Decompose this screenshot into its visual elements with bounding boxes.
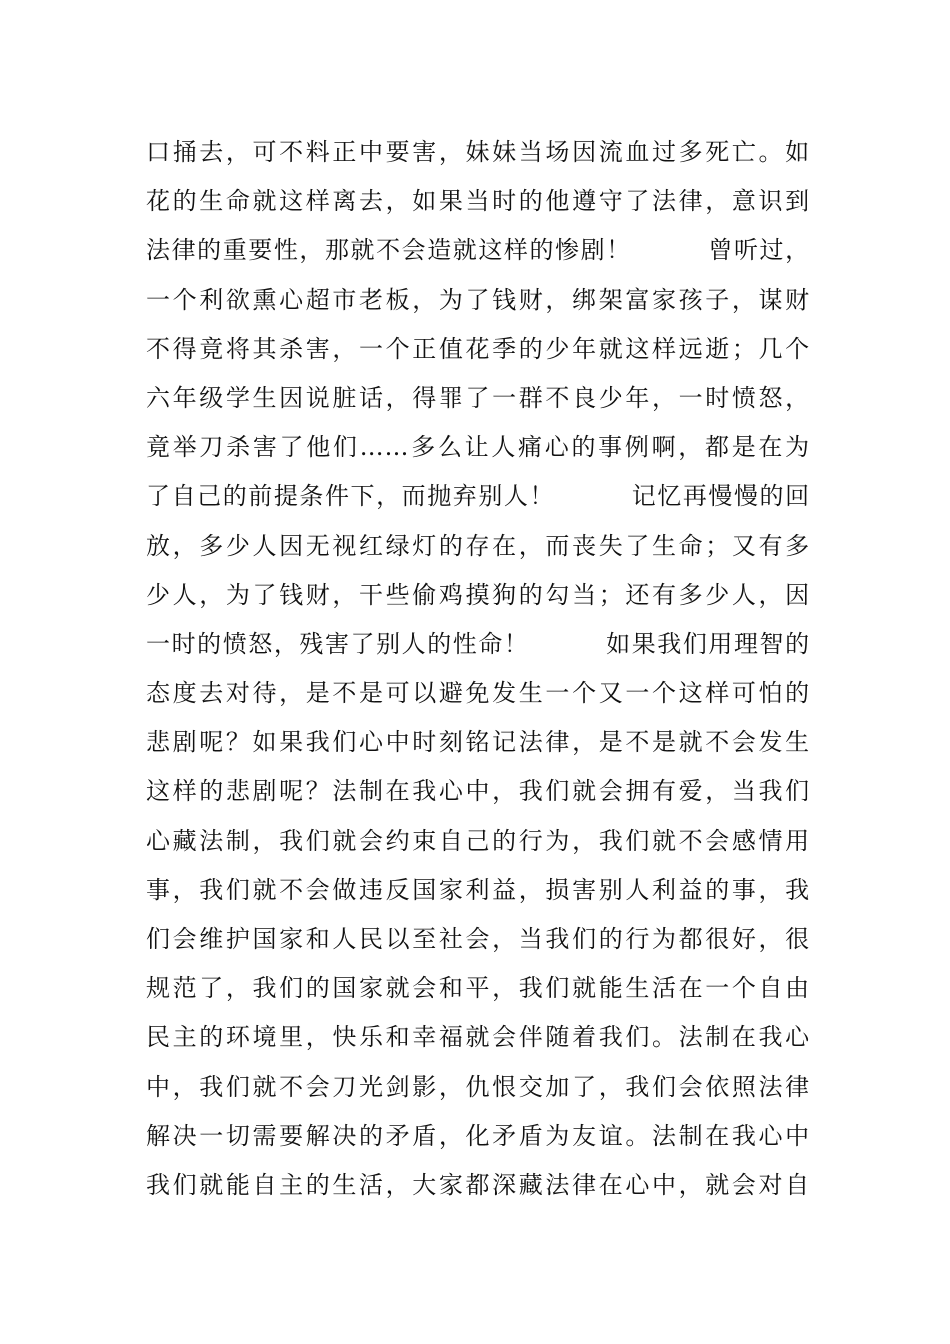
text-line: 规范了，我们的国家就会和平，我们就能生活在一个自由 — [146, 974, 810, 1003]
text-line: 这样的悲剧呢？法制在我心中，我们就会拥有爱，当我们 — [146, 777, 810, 806]
body-text — [146, 128, 810, 1210]
text-line: 竟举刀杀害了他们……多么让人痛心的事例啊，都是在为 — [146, 433, 810, 462]
text-line: 悲剧呢？如果我们心中时刻铭记法律，是不是就不会发生 — [146, 728, 810, 757]
text-line: 法律的重要性，那就不会造就这样的惨剧！ 曾听过， — [146, 236, 810, 265]
text-line: 中，我们就不会刀光剑影，仇恨交加了，我们会依照法律 — [146, 1072, 810, 1101]
text-line: 放，多少人因无视红绿灯的存在，而丧失了生命；又有多 — [146, 531, 810, 560]
text-line: 一时的愤怒，残害了别人的性命！ 如果我们用理智的 — [146, 629, 810, 658]
text-line: 事，我们就不会做违反国家利益，损害别人利益的事，我 — [146, 875, 810, 904]
text-line: 六年级学生因说脏话，得罪了一群不良少年，一时愤怒， — [146, 383, 810, 412]
text-line: 一个利欲熏心超市老板，为了钱财，绑架富家孩子，谋财 — [146, 285, 810, 314]
text-line: 不得竟将其杀害，一个正值花季的少年就这样远逝；几个 — [146, 334, 810, 363]
text-line: 花的生命就这样离去，如果当时的他遵守了法律，意识到 — [146, 187, 810, 216]
text-line: 了自己的前提条件下，而抛弃别人！ 记忆再慢慢的回 — [146, 482, 810, 511]
text-line: 态度去对待，是不是可以避免发生一个又一个这样可怕的 — [146, 679, 810, 708]
text-line: 心藏法制，我们就会约束自己的行为，我们就不会感情用 — [146, 826, 810, 855]
text-line: 民主的环境里，快乐和幸福就会伴随着我们。法制在我心 — [146, 1023, 810, 1052]
text-line: 口捅去，可不料正中要害，妹妹当场因流血过多死亡。如 — [146, 138, 810, 166]
text-line: 解决一切需要解决的矛盾，化矛盾为友谊。法制在我心中 — [146, 1121, 810, 1150]
text-line: 少人，为了钱财，干些偷鸡摸狗的勾当；还有多少人，因 — [146, 580, 810, 609]
text-line: 我们就能自主的生活，大家都深藏法律在心中，就会对自 — [146, 1170, 810, 1199]
text-line: 们会维护国家和人民以至社会，当我们的行为都很好，很 — [146, 925, 810, 953]
